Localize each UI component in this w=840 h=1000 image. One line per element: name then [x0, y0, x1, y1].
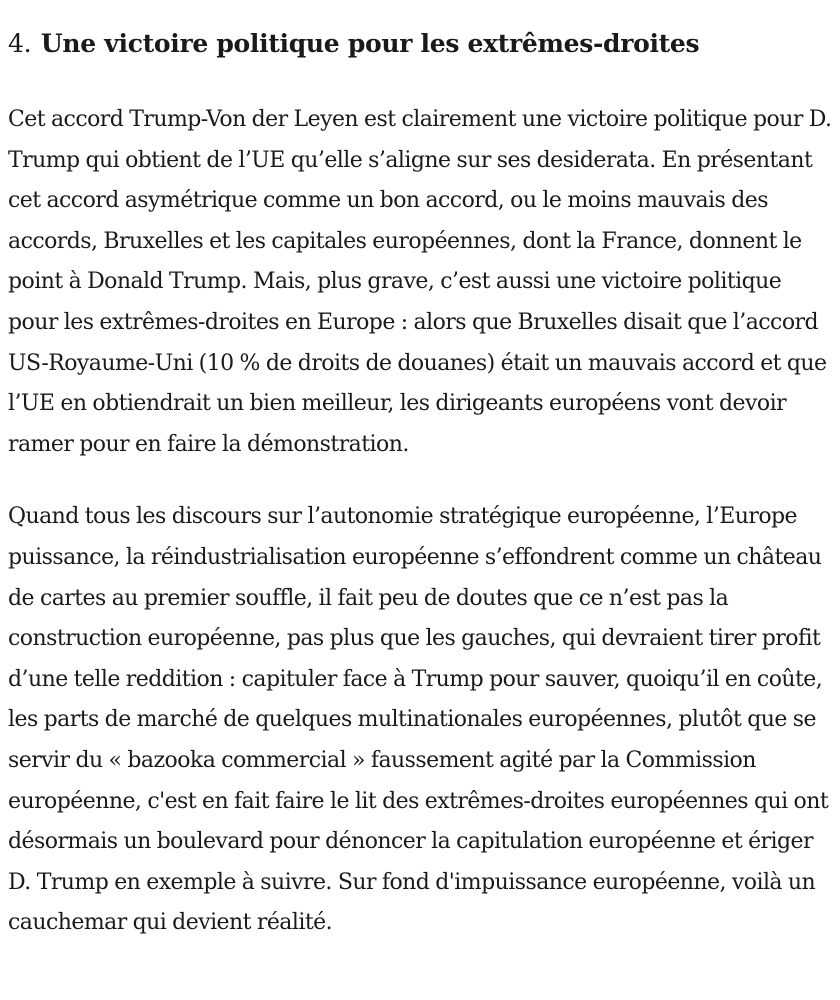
- paragraph-2: Quand tous les discours sur l’autonomie stratégique européenne, l’Europe puissance, la réindustrialisation européenne s’effondrent comme un château de cartes au premier souffle, il fait peu de doutes que ce n’est pas la construction européenne, pas plus que les gauches, qui devraient tirer profit d’une telle reddition : capituler face à Trump pour sauver, quoiqu’il en coûte, les parts de marché de quelques multinationales européennes, plutôt que se servir du « bazooka commercial » faussement agité par la Commission européenne, c'est en fait faire le lit des extrêmes-droites européennes qui ont désormais un boulevard pour dénoncer la capitulation européenne et ériger D. Trump en exemple à suivre. Sur fond d'impuissance européenne, voilà un cauchemar qui devient réalité.: [8, 504, 829, 936]
- section-heading: [8, 0, 834, 61]
- section-number: 4.: [8, 29, 32, 58]
- paragraph-1: Cet accord Trump-Von der Leyen est clairement une victoire politique pour D. Trump qui obtient de l’UE qu’elle s’aligne sur ses desiderata. En présentant cet accord asymétrique comme un bon accord, ou le moins mauvais des accords, Bruxelles et les capitales européennes, dont la France, donnent le point à Donald Trump. Mais, plus grave, c’est aussi une victoire politique pour les extrêmes-droites en Europe : alors que Bruxelles disait que l’accord US-Royaume-Uni (10 % de droits de douanes) était un mauvais accord et que l’UE en obtiendrait un bien meilleur, les dirigeants européens vont devoir ramer pour en faire la démonstration.: [8, 107, 832, 457]
- section-title: Une victoire politique pour les extrêmes-droites: [40, 29, 700, 58]
